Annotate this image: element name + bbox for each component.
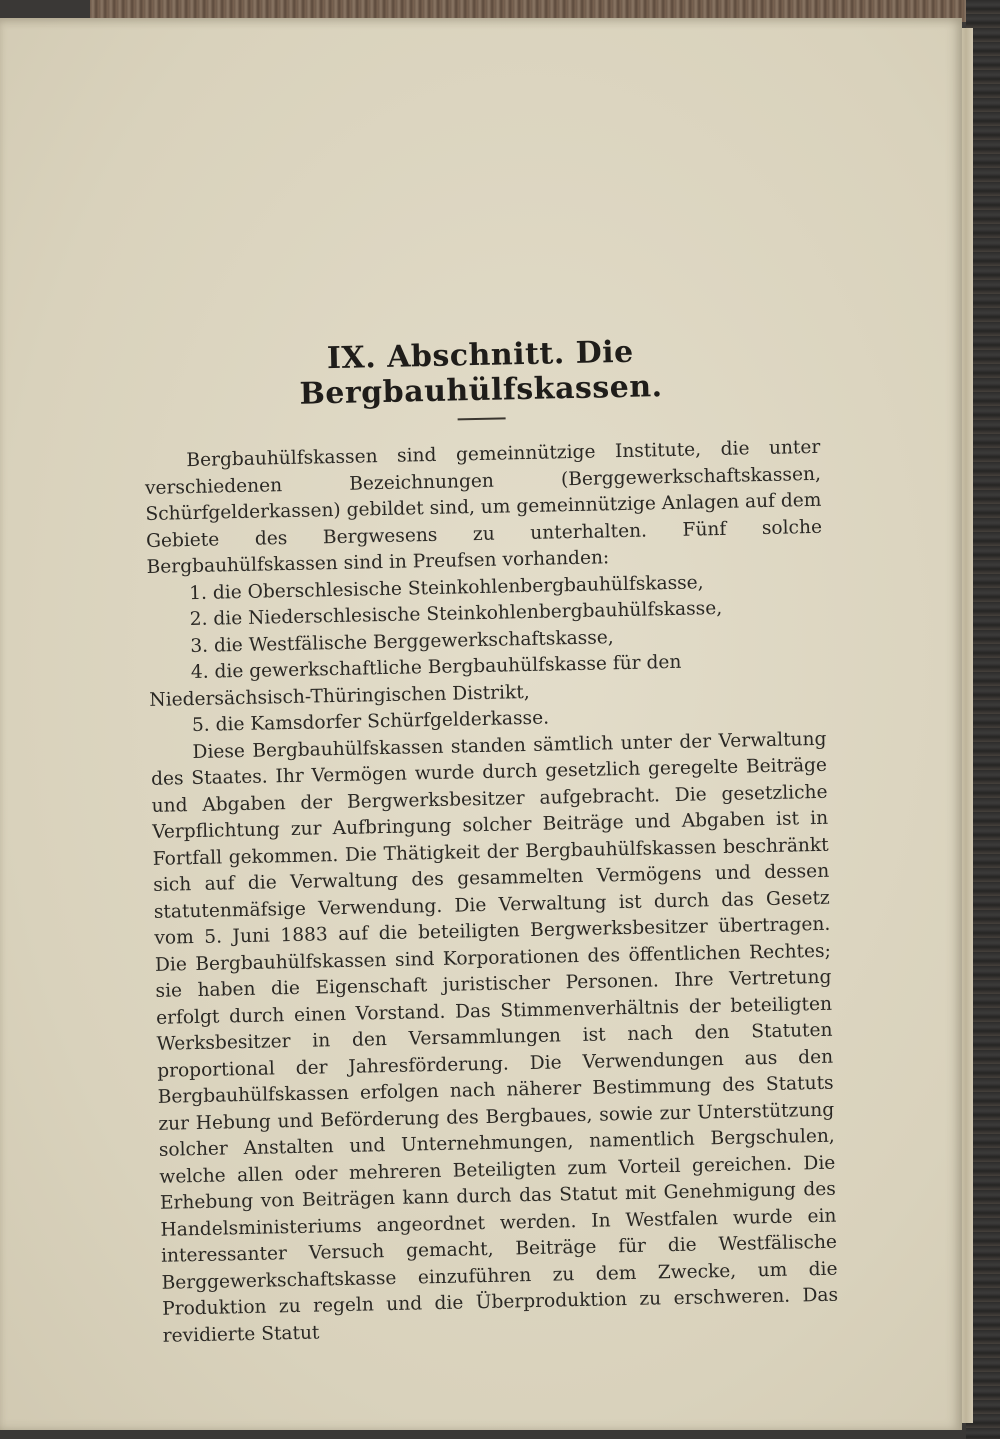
list-item: 2. die Niederschlesische Steinkohlenbergbauhülfskasse, bbox=[189, 597, 723, 631]
intro-paragraph: Bergbauhülfskassen sind gemeinnützige Institute, die unter verschiedenen Bezeichnungen (Berggewerkschaftskassen, Schürfgelderkassen) gebildet sind, um gemeinnützige Anlagen auf dem Gebiete des Bergwesens zu unterhalten. Fünf solche Bergbauhülfskassen sind in Preufsen vorhanden: bbox=[144, 436, 823, 578]
chapter-heading: IX. Abschnitt. Die Bergbauhülfskassen. bbox=[299, 334, 663, 412]
fund-list bbox=[147, 567, 826, 740]
list-item: 3. die Westfälische Berggewerkschaftskasse, bbox=[190, 626, 614, 657]
list-item: 1. die Oberschlesische Steinkohlenbergbauhülfskasse, bbox=[188, 571, 704, 604]
page-content bbox=[142, 331, 839, 1350]
list-item: 4. die gewerkschaftliche Bergbauhülfskasse für den Niedersächsisch-Thüringischen Distrikt, bbox=[149, 651, 682, 711]
list-item: 5. die Kamsdorfer Schürfgelderkasse. bbox=[191, 707, 550, 737]
body-paragraph: Diese Bergbauhülfskassen standen sämtlich unter der Verwaltung des Staates. Ihr Vermögen wurde durch gesetzlich geregelte Beiträge und Abgaben der Bergwerksbesitzer aufgebracht. Die gesetzliche Verpflichtung zur Aufbringung solcher Beiträge und Abgaben ist in Fortfall gekommen. Die Thätigkeit der Bergbauhülfskassen beschränkt sich auf die Verwaltung des gesammelten Vermögens und dessen statutenmäfsige Verwendung. Die Verwaltung ist durch das Gesetz vom 5. Juni 1883 auf die beteiligten Bergwerksbesitzer übertragen. Die Bergbauhülfskassen sind Korporationen des öffentlichen Rechtes; sie haben die Eigenschaft juristischer Personen. Ihre Vertretung erfolgt durch einen Vorstand. Das Stimmenverhältnis der beteiligten Werksbesitzer in den Versammlungen ist nach den Statuten proportional der Jahresförderung. Die Verwendungen aus den Bergbauhülfskassen erfolgen nach näherer Bestimmung des Statuts zur Hebung und Beförderung des Bergbaues, sowie zur Unterstützung solcher Anstalten und Unternehmungen, namentlich Bergschulen, welche allen oder mehreren Beteiligten zum Vorteil gereichen. Die Erhebung von Beiträgen kann durch das Statut mit Genehmigung des Handelsministeriums angeordnet werden. In Westfalen wurde ein interessanter Versuch gemacht, Beiträge für die Westfälische Berggewerkschaftskasse einzuführen zu dem Zwecke, um die Produktion zu regeln und die Überproduktion zu erschweren. Das revidierte Statut bbox=[150, 728, 839, 1347]
heading-divider bbox=[458, 417, 506, 420]
